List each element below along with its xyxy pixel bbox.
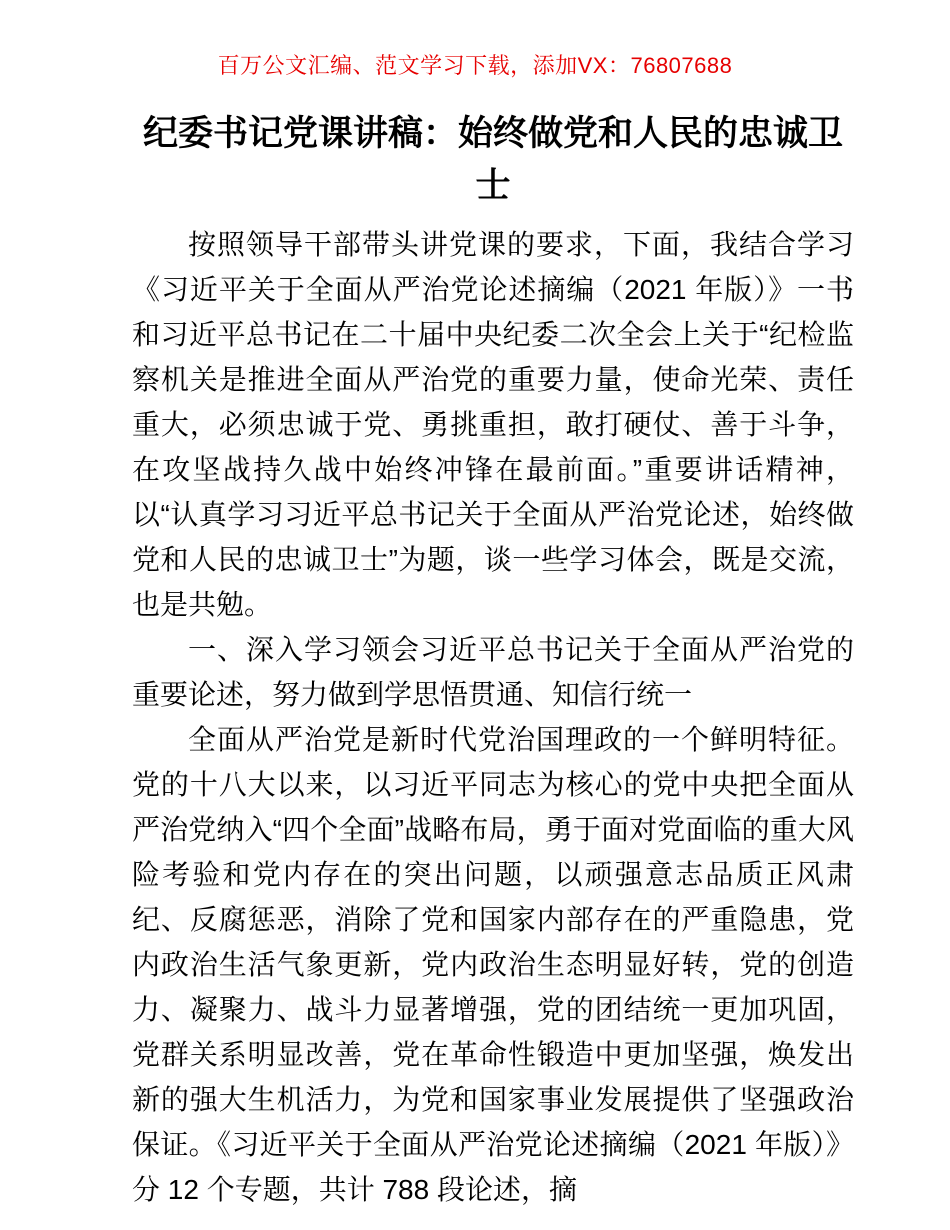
paragraph-intro: 按照领导干部带头讲党课的要求，下面，我结合学习《习近平关于全面从严治党论述摘编（2021 年版）》一书和习近平总书记在二十届中央纪委二次全会上关于“纪检监察机关是推进全面从严治党的重要力量，使命光荣、责任重大，必须忠诚于党、勇挑重担，敢打硬仗、善于斗争，在攻坚战持久战中始终冲锋在最前面。”重要讲话精神，以“认真学习习近平总书记关于全面从严治党论述，始终做党和人民的忠诚卫士”为题，谈一些学习体会，既是交流，也是共勉。 xyxy=(132,229,854,620)
document-title: 纪委书记党课讲稿：始终做党和人民的忠诚卫士 xyxy=(142,114,843,205)
promo-banner: 百万公文汇编、范文学习下载，添加VX：76807688 xyxy=(217,53,733,78)
paragraph-section-1-body: 全面从严治党是新时代党治国理政的一个鲜明特征。党的十八大以来，以习近平同志为核心的党中央把全面从严治党纳入“四个全面”战略布局，勇于面对党面临的重大风险考验和党内存在的突出问题，以顽强意志品质正风肃纪、反腐惩恶，消除了党和国家内部存在的严重隐患，党内政治生活气象更新，党内政治生态明显好转，党的创造力、凝聚力、战斗力显著增强，党的团结统一更加巩固，党群关系明显改善，党在革命性锻造中更加坚强，焕发出新的强大生机活力，为党和国家事业发展提供了坚强政治保证。《习近平关于全面从严治党论述摘编（2021 年版）》分 12 个专题，共计 788 段论述，摘 xyxy=(132,724,854,1205)
section-heading-1: 一、深入学习领会习近平总书记关于全面从严治党的重要论述，努力做到学思悟贯通、知信行统一 xyxy=(132,634,854,710)
document-body xyxy=(132,108,854,1212)
